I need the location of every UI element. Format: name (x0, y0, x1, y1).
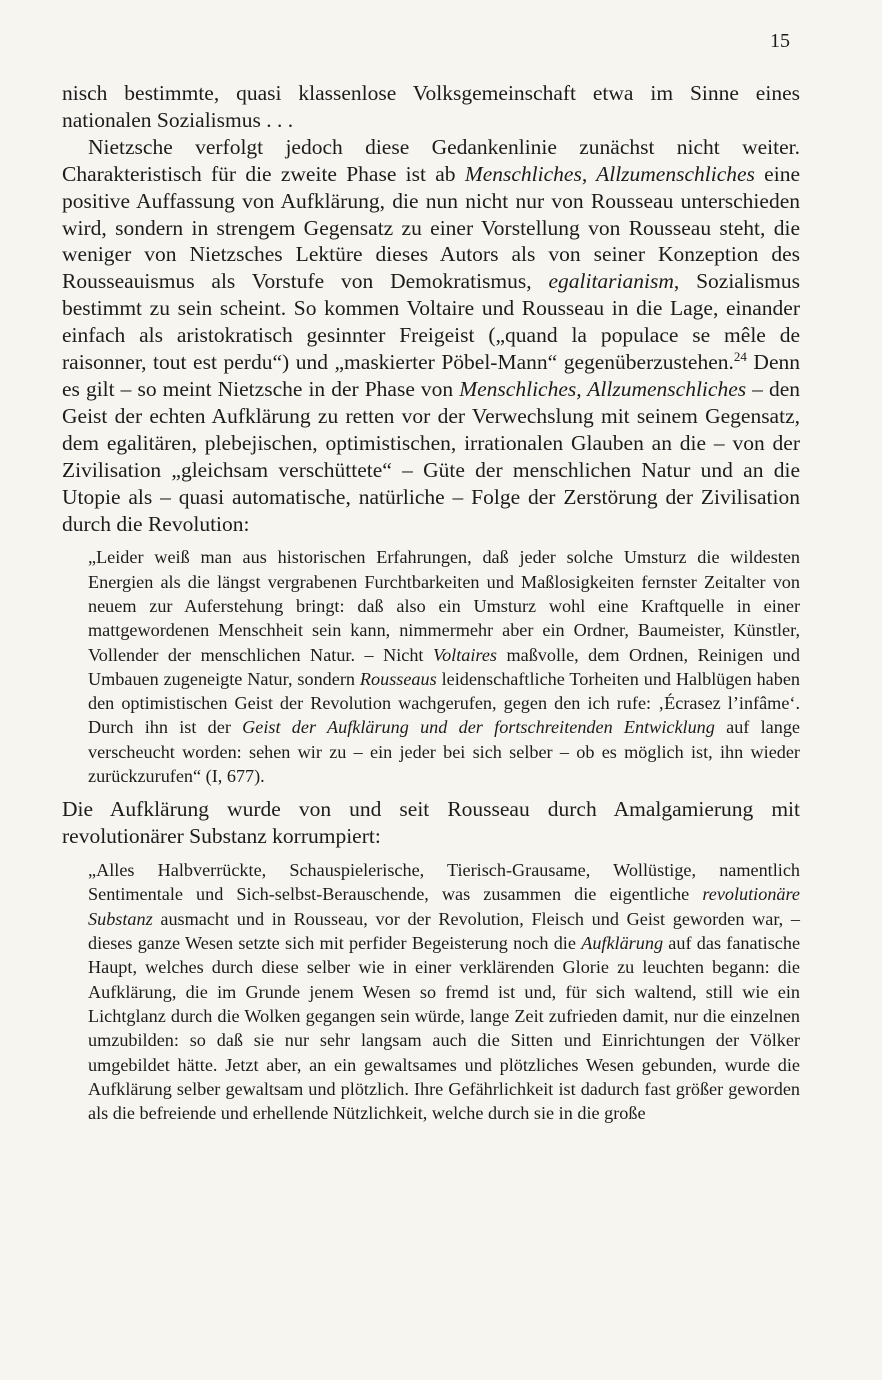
text-run: leidenschaftliche Torheiten und Halblügen haben den optimistischen Geist der Revolution wachgerufen, gegen den ich rufe: ‚Écrasez l’infâme‘. Durch ihn ist der (88, 668, 800, 738)
text-run: eine positive Auffassung von Aufklärung, die nun nicht nur von Rousseau unterschieden wird, sondern in strengem Gegensatz zu einer Vorstellung von Rousseau steht, die weniger von Nietzsches Lektüre dieses Autors als von seiner Konzeption des Rousseauismus als Vorstufe von Demokratismus, (62, 161, 800, 294)
italic-title: Menschliches, Allzumenschliches (459, 376, 747, 401)
italic-name: Rousseaus (359, 668, 437, 689)
text-run: auf lange verscheucht worden: sehen wir zu – ein jeder bei sich selber – ob es möglich ist, ihn wieder zurückzurufen“ (I, 677). (88, 717, 800, 787)
italic-phrase: Geist der Aufklärung und der fortschreitenden Entwicklung (242, 717, 715, 738)
text-run: Denn es gilt – so meint Nietzsche in der Phase von (62, 350, 800, 401)
block-quote-2 (88, 858, 800, 1125)
paragraph-continuation: nisch bestimmte, quasi klassenlose Volksgemeinschaft etwa im Sinne eines nationalen Sozialismus . . . (62, 81, 800, 132)
body-text (62, 80, 800, 1133)
text-run: Nietzsche verfolgt jedoch diese Gedankenlinie zunächst nicht weiter. Charakteristisch für die zweite Phase ist ab (62, 134, 800, 186)
text-run: „Alles Halbverrückte, Schauspielerische, Tierisch-Grausame, Wollüstige, namentlich Sentimentale und Sich-selbst-Berauschende, was zusammen die eigentliche (88, 860, 800, 905)
text-run: „Leider weiß man aus historischen Erfahrungen, daß jeder solche Umsturz die wildesten Energien als die längst vergrabenen Furchtbarkeiten und Maßlosigkeiten fernster Zeitalter von neuem zur Auferstehung bringt: daß also ein Umsturz wohl eine Kraftquelle in einer mattgewordenen Menschheit sein kann, nimmermehr aber ein Ordner, Baumeister, Künstler, Vollender der menschlichen Natur. – Nicht (88, 547, 800, 665)
text-run: – den Geist der echten Aufklärung zu retten vor der Verwechslung mit seinem Gegensatz, dem egalitären, plebejischen, optimistischen, irrationalen Glauben an die – von der Zivilisation „gleichsam verschüttete“ – Güte der menschlichen Natur und an die Utopie als – quasi automatische, natürliche – Folge der Zerstörung der Zivilisation durch die Revolution: (62, 376, 800, 536)
block-quote-1 (88, 545, 800, 788)
paragraph-transition: Die Aufklärung wurde von und seit Rousseau durch Amalgamierung mit revolutionärer Substanz korrumpiert: (62, 797, 800, 849)
italic-term: egalitarianism (548, 269, 674, 294)
italic-title: Menschliches, Allzumenschliches (464, 161, 755, 186)
paragraph-main (62, 134, 800, 538)
page-number: 15 (770, 30, 790, 52)
text-run: ausmacht und in Rousseau, vor der Revolution, Fleisch und Geist geworden war, – dieses ganze Wesen setzte sich mit perfider Begeisterung noch die (88, 908, 800, 954)
text-run: , Sozialismus bestimmt zu sein scheint. So kommen Voltaire und Rousseau in die Lage, einander einfach als aristokratisch gesinnter Freigeist („quand la populace se mêle de raisonner, tout est perdu“) und „maskierter Pöbel-Mann“ gegenüberzustehen. (62, 269, 800, 375)
footnote-marker: 24 (733, 348, 747, 364)
text-run: auf das fanatische Haupt, welches durch diese selber wie in einer verklärenden Glorie zu leuchten begann: die Aufklärung, die im Grunde jenem Wesen so fremd ist und, für sich waltend, still wie ein Lichtglanz durch die Wolken gegangen sein würde, lange Zeit zufrieden damit, nur die einzelnen umzubilden: so daß sie nur sehr langsam auch die Sitten und Einrichtungen der Völker umgebildet hätte. Jetzt aber, an ein gewaltsames und plötzliches Wesen gebunden, wurde die Aufklärung selber gewaltsam und plötzlich. Ihre Gefährlichkeit ist dadurch fast größer geworden als die befreiende und erhellende Nützlichkeit, welche durch sie in die große (88, 933, 801, 1124)
italic-name: Voltaires (432, 644, 497, 665)
italic-phrase: revolutionäre Substanz (88, 884, 800, 929)
italic-term: Aufklärung (581, 933, 664, 954)
text-run: maßvolle, dem Ordnen, Reinigen und Umbauen zugeneigte Natur, sondern (88, 644, 800, 689)
